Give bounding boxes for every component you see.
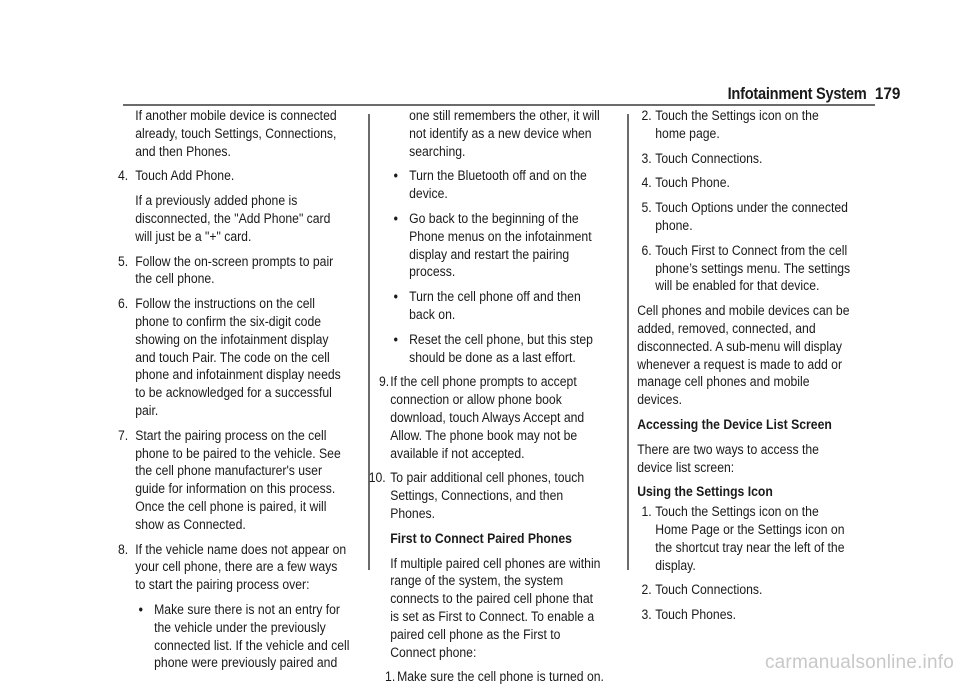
bullet-text: Turn the Bluetooth off and on the device. bbox=[409, 168, 587, 203]
step-text: Touch the Settings icon on the Home Page or the Settings icon on the shortcut tray near the left of the display. bbox=[655, 504, 845, 574]
step-text: Start the pairing process on the cell phone to be paired to the vehicle. See the cell phone manufacturer's user guide for information on this process. Once the cell phone is paired, it will show as Connected. bbox=[135, 427, 341, 533]
bullet-icon: • bbox=[393, 331, 398, 348]
step-text: Touch Phone. bbox=[655, 175, 730, 192]
step-number: 1. bbox=[385, 669, 396, 686]
step-number: 3. bbox=[641, 150, 652, 167]
step-number: 6. bbox=[118, 296, 129, 313]
step-text: Touch Options under the connected phone. bbox=[655, 200, 848, 234]
paragraph: There are two ways to access the device list screen: bbox=[637, 441, 819, 476]
list-item bbox=[368, 470, 605, 523]
section-heading: Using the Settings Icon bbox=[637, 484, 773, 501]
list-item bbox=[620, 151, 852, 169]
step-text: Follow the on-screen prompts to pair the cell phone. bbox=[135, 253, 334, 288]
bullet-item bbox=[373, 168, 605, 204]
step-text: To pair additional cell phones, touch Settings, Connections, and then Phones. bbox=[390, 470, 585, 522]
list-item bbox=[118, 542, 350, 595]
column-3 bbox=[620, 108, 890, 632]
bullet-text: Turn the cell phone off and then back on. bbox=[409, 289, 581, 323]
list-item bbox=[620, 504, 852, 575]
step-number: 6. bbox=[641, 242, 652, 259]
column-2 bbox=[368, 108, 643, 694]
bullet-icon: • bbox=[393, 210, 398, 227]
step-text: Touch Connections. bbox=[655, 150, 763, 167]
paragraph: Cell phones and mobile devices can be added, removed, connected, and disconnected. A sub-menu will display whenever a request is made to add or manage cell phones and mobile devices. bbox=[637, 303, 850, 409]
step-text: If the vehicle name does not appear on your cell phone, there are a few ways to start the pairing process over: bbox=[135, 541, 347, 594]
list-item bbox=[620, 243, 852, 296]
page-number: 179 bbox=[874, 84, 900, 103]
page-header bbox=[0, 0, 960, 106]
bullet-item bbox=[373, 211, 605, 282]
list-item bbox=[620, 607, 852, 625]
bullet-text: one still remembers the other, it will not identify as a new device when searching. bbox=[409, 108, 600, 160]
step-number: 4. bbox=[118, 168, 129, 185]
step-number: 10. bbox=[368, 470, 386, 487]
bullet-item bbox=[373, 332, 605, 368]
step-number: 2. bbox=[641, 582, 652, 599]
bullet-text: Make sure there is not an entry for the vehicle under the previously connected list. If the vehicle and cell phone were previously paired and bbox=[154, 601, 350, 672]
list-item bbox=[620, 108, 852, 144]
bullet-item bbox=[373, 289, 605, 325]
step-text: Touch First to Connect from the cell phone’s settings menu. The settings will be enabled for that device. bbox=[655, 242, 851, 295]
list-item bbox=[373, 669, 605, 687]
paragraph: If multiple paired cell phones are within range of the system, the system connects to the paired cell phone that is set as First to Connect. To enable a paired cell phone as the First to Connect phone: bbox=[390, 555, 601, 661]
list-item bbox=[118, 254, 350, 290]
watermark: carmanualsonline.info bbox=[764, 652, 954, 673]
header-rule bbox=[123, 104, 875, 106]
column-1 bbox=[118, 108, 388, 680]
section-heading: First to Connect Paired Phones bbox=[390, 530, 572, 547]
list-item bbox=[373, 374, 605, 463]
step-number: 7. bbox=[118, 427, 129, 444]
bullet-text: Go back to the beginning of the Phone menus on the infotainment display and restart the pairing process. bbox=[409, 210, 592, 281]
step-text: Touch Add Phone. bbox=[135, 168, 235, 185]
list-item bbox=[620, 200, 852, 236]
step-number: 5. bbox=[641, 200, 652, 217]
bullet-icon: • bbox=[393, 289, 398, 306]
list-item bbox=[118, 296, 350, 421]
step-number: 9. bbox=[379, 374, 390, 391]
list-item bbox=[620, 175, 852, 193]
list-item bbox=[118, 168, 350, 186]
paragraph: If another mobile device is connected already, touch Settings, Connections, and then Phones. bbox=[135, 108, 337, 160]
step-text: Follow the instructions on the cell phone to confirm the six-digit code showing on the infotainment display and touch Pair. The code on the cell phone and infotainment display needs to be acknowledged for a successful pair. bbox=[135, 296, 341, 419]
bullet-icon: • bbox=[393, 168, 398, 185]
step-number: 3. bbox=[641, 607, 652, 624]
bullet-item bbox=[373, 108, 605, 161]
step-text: Make sure the cell phone is turned on. bbox=[397, 669, 604, 686]
bullet-item bbox=[118, 602, 350, 673]
step-number: 2. bbox=[641, 108, 652, 124]
list-item bbox=[620, 582, 852, 600]
step-text: Touch Phones. bbox=[655, 607, 736, 624]
step-number: 5. bbox=[118, 253, 129, 270]
step-text: If the cell phone prompts to accept connection or allow phone book download, touch Always Accept and Allow. The phone book may not be available if not accepted. bbox=[390, 374, 585, 462]
step-number: 1. bbox=[641, 504, 652, 521]
section-title: Infotainment System bbox=[727, 84, 866, 103]
section-heading: Accessing the Device List Screen bbox=[637, 416, 832, 433]
bullet-text: Reset the cell phone, but this step should be done as a last effort. bbox=[409, 331, 593, 366]
step-text: Touch Connections. bbox=[655, 582, 763, 599]
bullet-icon: • bbox=[138, 601, 143, 618]
paragraph: If a previously added phone is disconnected, the "Add Phone" card will just be a "+" card. bbox=[135, 193, 331, 245]
step-number: 8. bbox=[118, 541, 129, 558]
step-text: Touch the Settings icon on the home page. bbox=[655, 108, 819, 142]
step-number: 4. bbox=[641, 175, 652, 192]
list-item bbox=[118, 428, 350, 535]
